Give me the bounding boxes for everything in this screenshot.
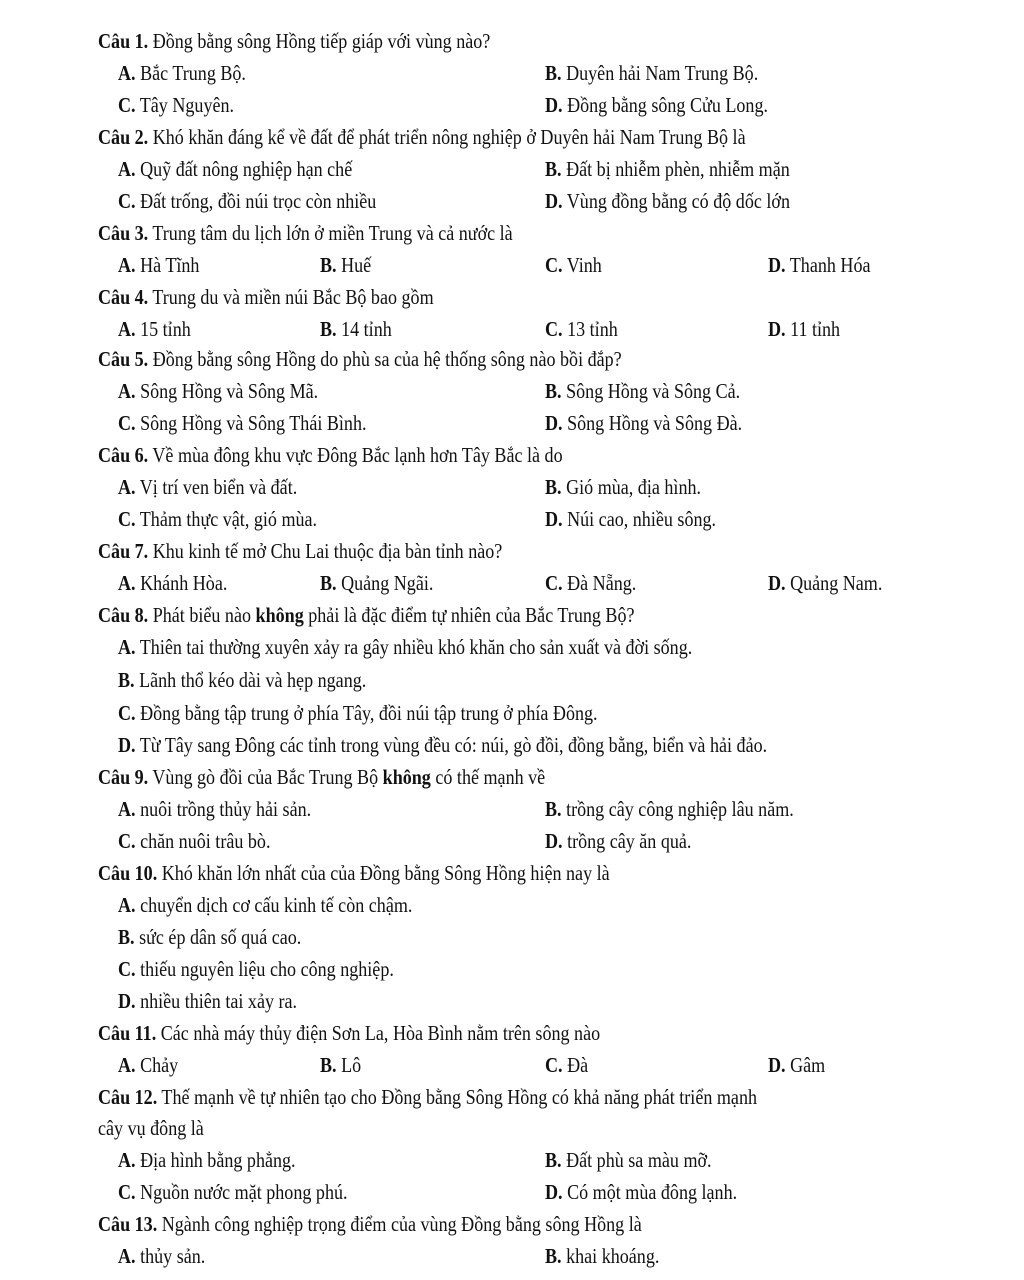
question-stem	[98, 858, 610, 888]
option-letter: A.	[118, 379, 136, 403]
option-text: trồng cây ăn quả.	[567, 829, 692, 853]
option-letter: C.	[545, 317, 563, 341]
option-text: Đất trống, đồi núi trọc còn nhiều	[140, 189, 377, 213]
option-text: Bắc Trung Bộ.	[140, 61, 246, 85]
question-stem	[98, 1018, 600, 1048]
option-text: Thảm thực vật, gió mùa.	[139, 507, 318, 531]
answer-option	[320, 1050, 361, 1080]
option-text: Sông Hồng và Sông Thái Bình.	[140, 411, 367, 435]
option-text: Quảng Ngãi.	[341, 571, 434, 595]
answer-option	[118, 376, 318, 406]
answer-option	[545, 1050, 588, 1080]
answer-option	[118, 90, 234, 120]
question-stem	[98, 1082, 757, 1112]
question-text-continued: cây vụ đông là	[98, 1116, 204, 1140]
option-text: khai khoáng.	[566, 1244, 660, 1268]
answer-option	[118, 794, 311, 824]
option-letter: B.	[545, 797, 562, 821]
answer-option	[545, 58, 758, 88]
option-letter: D.	[768, 1053, 786, 1077]
option-letter: A.	[118, 317, 136, 341]
question-text: Khu kinh tế mở Chu Lai thuộc địa bàn tỉnh nào?	[152, 539, 503, 563]
option-text: 14 tỉnh	[341, 317, 392, 341]
question-number: Câu 9.	[98, 765, 149, 789]
option-letter: D.	[545, 507, 563, 531]
question-number: Câu 5.	[98, 347, 149, 371]
question-number: Câu 12.	[98, 1085, 158, 1109]
option-text: Hà Tĩnh	[140, 253, 200, 277]
answer-option	[768, 1050, 825, 1080]
option-text: Huế	[341, 253, 372, 277]
option-text: Đất bị nhiễm phèn, nhiễm mặn	[566, 157, 790, 181]
answer-option	[545, 408, 742, 438]
question-stem	[98, 218, 513, 248]
answer-option	[545, 314, 618, 344]
option-text: Vùng đồng bằng có độ dốc lớn	[566, 189, 790, 213]
option-letter: A.	[118, 893, 136, 917]
answer-option	[545, 504, 716, 534]
option-letter: C.	[118, 829, 136, 853]
option-text: Thanh Hóa	[789, 253, 871, 277]
question-text-post: phải là đặc điểm tự nhiên của Bắc Trung Bộ?	[308, 603, 635, 627]
answer-option	[545, 472, 701, 502]
answer-option	[118, 954, 394, 984]
option-text: thiếu nguyên liệu cho công nghiệp.	[140, 957, 394, 981]
answer-option	[545, 90, 768, 120]
answer-option	[118, 890, 412, 920]
option-letter: C.	[118, 957, 136, 981]
answer-option	[118, 186, 376, 216]
answer-option	[118, 250, 199, 280]
question-number: Câu 10.	[98, 861, 158, 885]
question-text-emphasis: không	[255, 603, 304, 627]
option-text: Sông Hồng và Sông Đà.	[567, 411, 743, 435]
option-text: Từ Tây sang Đông các tỉnh trong vùng đều có: núi, gò đồi, đồng bằng, biển và hải đảo.	[139, 733, 768, 757]
option-text: trồng cây công nghiệp lâu năm.	[566, 797, 794, 821]
option-text: nhiều thiên tai xảy ra.	[140, 989, 298, 1013]
option-text: Chảy	[140, 1053, 179, 1077]
option-text: Duyên hải Nam Trung Bộ.	[566, 61, 759, 85]
question-stem	[98, 344, 622, 374]
option-text: chuyển dịch cơ cấu kinh tế còn chậm.	[140, 893, 413, 917]
answer-option	[118, 986, 297, 1016]
question-number: Câu 3.	[98, 221, 149, 245]
answer-option	[118, 568, 227, 598]
option-text: Khánh Hòa.	[140, 571, 228, 595]
answer-option	[545, 794, 794, 824]
question-number: Câu 4.	[98, 285, 149, 309]
option-text: Quảng Nam.	[790, 571, 883, 595]
option-text: Sông Hồng và Sông Mã.	[140, 379, 319, 403]
option-text: Đất phù sa màu mỡ.	[566, 1148, 712, 1172]
option-text: thủy sản.	[140, 1244, 206, 1268]
answer-option	[118, 408, 367, 438]
question-text: Khó khăn lớn nhất của của Đồng bằng Sông Hồng hiện nay là	[161, 861, 610, 885]
option-letter: B.	[545, 475, 562, 499]
option-letter: A.	[118, 1244, 136, 1268]
option-letter: A.	[118, 475, 136, 499]
option-letter: D.	[768, 317, 786, 341]
question-text: Khó khăn đáng kể về đất để phát triển nông nghiệp ở Duyên hải Nam Trung Bộ là	[152, 125, 746, 149]
option-letter: B.	[320, 571, 337, 595]
option-letter: A.	[118, 635, 136, 659]
option-text: Lãnh thổ kéo dài và hẹp ngang.	[139, 668, 367, 692]
option-text: Núi cao, nhiều sông.	[567, 507, 717, 531]
option-letter: C.	[118, 411, 136, 435]
question-number: Câu 11.	[98, 1021, 157, 1045]
option-text: 15 tỉnh	[140, 317, 191, 341]
question-number: Câu 7.	[98, 539, 149, 563]
answer-option	[118, 730, 767, 760]
question-text-pre: Phát biểu nào	[152, 603, 252, 627]
option-letter: D.	[768, 571, 786, 595]
option-letter: B.	[118, 925, 135, 949]
option-letter: B.	[545, 1148, 562, 1172]
option-letter: A.	[118, 1148, 136, 1172]
answer-option	[118, 1241, 205, 1271]
answer-option	[545, 154, 790, 184]
option-letter: D.	[545, 93, 563, 117]
answer-option	[118, 1050, 178, 1080]
question-text: Trung du và miền núi Bắc Bộ bao gồm	[152, 285, 434, 309]
answer-option	[320, 250, 371, 280]
option-letter: C.	[118, 93, 136, 117]
question-stem	[98, 282, 434, 312]
option-letter: A.	[118, 797, 136, 821]
answer-option	[320, 314, 392, 344]
option-letter: C.	[118, 189, 136, 213]
question-text: Đồng bằng sông Hồng tiếp giáp với vùng nào?	[152, 29, 491, 53]
option-letter: A.	[118, 61, 136, 85]
question-number: Câu 2.	[98, 125, 149, 149]
option-letter: A.	[118, 571, 136, 595]
option-text: Tây Nguyên.	[139, 93, 235, 117]
option-letter: B.	[545, 1244, 562, 1268]
option-letter: B.	[545, 379, 562, 403]
option-letter: D.	[545, 1180, 563, 1204]
option-text: Đồng bằng sông Cửu Long.	[567, 93, 768, 117]
question-stem	[98, 440, 563, 470]
option-text: 11 tỉnh	[790, 317, 841, 341]
answer-option	[545, 1177, 737, 1207]
option-text: Vinh	[566, 253, 602, 277]
question-stem	[98, 1209, 642, 1239]
answer-option	[118, 58, 246, 88]
option-letter: D.	[118, 989, 136, 1013]
option-letter: B.	[118, 668, 135, 692]
option-letter: B.	[320, 317, 337, 341]
option-text: Có một mùa đông lạnh.	[567, 1180, 738, 1204]
option-text: Gió mùa, địa hình.	[566, 475, 702, 499]
answer-option	[320, 568, 433, 598]
option-text: Đà	[567, 1053, 589, 1077]
option-letter: C.	[545, 1053, 563, 1077]
option-letter: C.	[545, 253, 563, 277]
answer-option	[545, 186, 790, 216]
option-text: sức ép dân số quá cao.	[139, 925, 302, 949]
question-text: Thế mạnh về tự nhiên tạo cho Đồng bằng Sông Hồng có khả năng phát triển mạnh	[161, 1085, 758, 1109]
answer-option	[118, 632, 692, 662]
option-letter: C.	[118, 701, 136, 725]
question-number: Câu 8.	[98, 603, 149, 627]
option-text: chăn nuôi trâu bò.	[140, 829, 271, 853]
option-letter: B.	[320, 1053, 337, 1077]
answer-option	[118, 154, 352, 184]
question-text: Các nhà máy thủy điện Sơn La, Hòa Bình nằm trên sông nào	[160, 1021, 601, 1045]
answer-option	[545, 1241, 659, 1271]
option-letter: D.	[545, 411, 563, 435]
answer-option	[768, 250, 871, 280]
answer-option	[118, 922, 301, 952]
question-text: Ngành công nghiệp trọng điểm của vùng Đồng bằng sông Hồng là	[161, 1212, 642, 1236]
option-letter: B.	[545, 157, 562, 181]
option-letter: D.	[118, 733, 136, 757]
option-letter: D.	[545, 189, 563, 213]
question-text-post: có thế mạnh về	[435, 765, 546, 789]
question-text: Về mùa đông khu vực Đông Bắc lạnh hơn Tây Bắc là do	[152, 443, 563, 467]
answer-option	[545, 1145, 712, 1175]
option-text: nuôi trồng thủy hải sản.	[140, 797, 312, 821]
answer-option	[118, 504, 317, 534]
answer-option	[768, 568, 882, 598]
question-number: Câu 1.	[98, 29, 149, 53]
answer-option	[118, 472, 297, 502]
option-text: 13 tỉnh	[567, 317, 618, 341]
option-text: Sông Hồng và Sông Cả.	[566, 379, 741, 403]
question-stem	[98, 26, 490, 56]
answer-option	[545, 376, 740, 406]
option-letter: A.	[118, 253, 136, 277]
question-text-emphasis: không	[382, 765, 431, 789]
answer-option	[118, 1177, 348, 1207]
option-letter: B.	[320, 253, 337, 277]
question-text: Đồng bằng sông Hồng do phù sa của hệ thống sông nào bồi đắp?	[152, 347, 622, 371]
option-text: Đồng bằng tập trung ở phía Tây, đồi núi tập trung ở phía Đông.	[140, 701, 598, 725]
answer-option	[545, 826, 691, 856]
option-letter: A.	[118, 157, 136, 181]
option-text: Vị trí ven biển và đất.	[139, 475, 298, 499]
option-letter: B.	[545, 61, 562, 85]
answer-option	[118, 826, 270, 856]
question-text-pre: Vùng gò đồi của Bắc Trung Bộ	[152, 765, 379, 789]
answer-option	[545, 250, 602, 280]
option-text: Thiên tai thường xuyên xảy ra gây nhiều khó khăn cho sản xuất và đời sống.	[139, 635, 693, 659]
answer-option	[118, 698, 598, 728]
question-number: Câu 13.	[98, 1212, 158, 1236]
option-letter: D.	[545, 829, 563, 853]
option-letter: C.	[545, 571, 563, 595]
option-text: Gâm	[790, 1053, 826, 1077]
option-text: Nguồn nước mặt phong phú.	[140, 1180, 348, 1204]
option-letter: A.	[118, 1053, 136, 1077]
option-letter: C.	[118, 507, 136, 531]
option-text: Quỹ đất nông nghiệp hạn chế	[140, 157, 353, 181]
question-stem	[98, 762, 545, 792]
question-stem	[98, 600, 635, 630]
option-letter: C.	[118, 1180, 136, 1204]
question-stem	[98, 536, 502, 566]
option-text: Đà Nẵng.	[567, 571, 637, 595]
answer-option	[545, 568, 636, 598]
option-text: Địa hình bằng phẳng.	[140, 1148, 296, 1172]
answer-option	[118, 314, 191, 344]
question-number: Câu 6.	[98, 443, 149, 467]
answer-option	[118, 665, 366, 695]
question-stem	[98, 122, 746, 152]
option-text: Lô	[341, 1053, 362, 1077]
option-letter: D.	[768, 253, 786, 277]
answer-option	[118, 1145, 296, 1175]
question-text: Trung tâm du lịch lớn ở miền Trung và cả nước là	[152, 221, 513, 245]
answer-option	[768, 314, 840, 344]
